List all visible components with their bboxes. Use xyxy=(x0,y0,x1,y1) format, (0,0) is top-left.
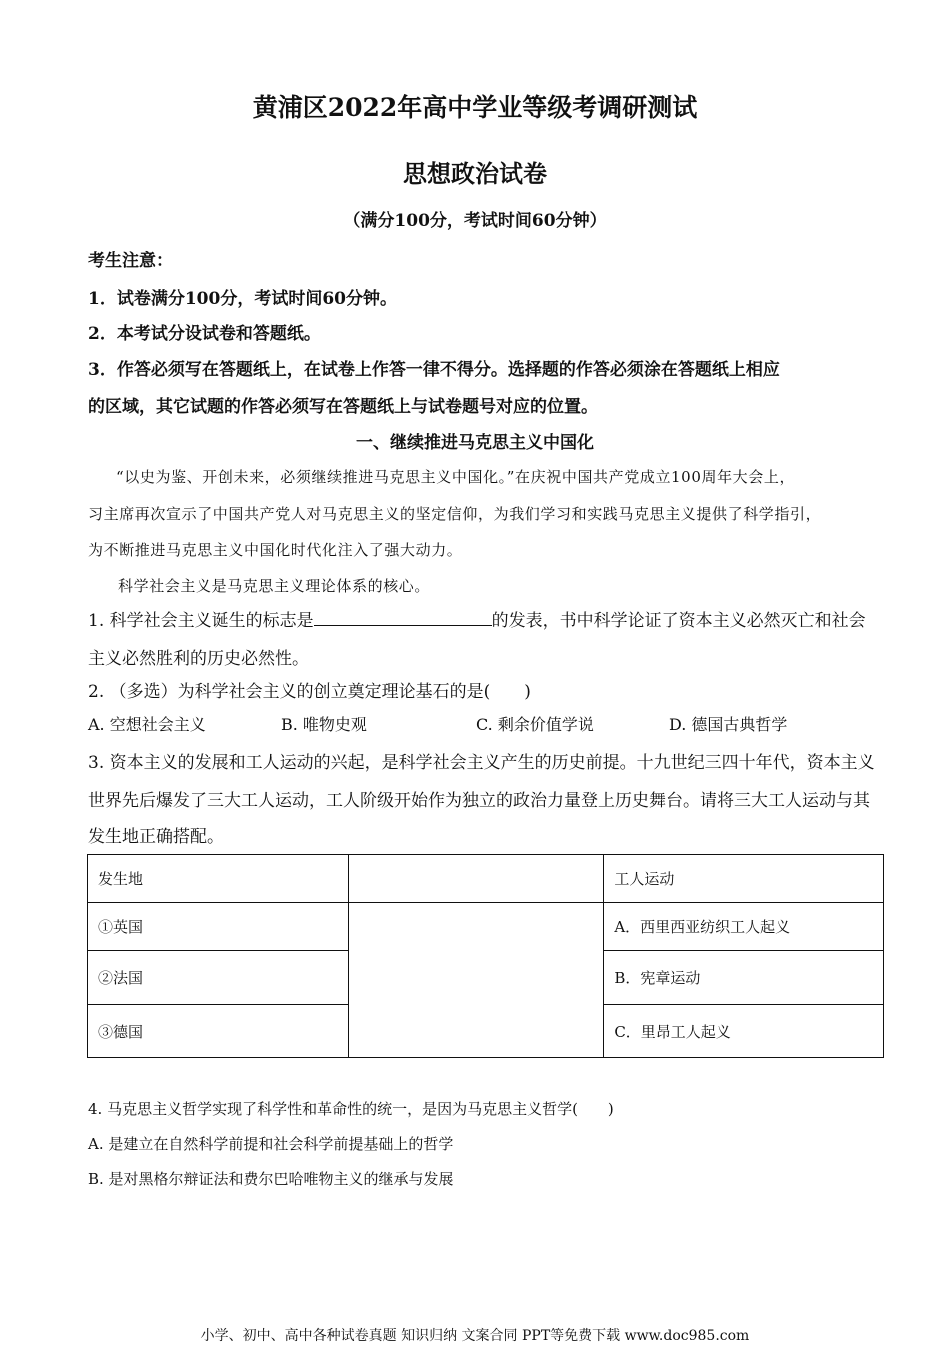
notice-item: 3．作答必须写在答题纸上，在试卷上作答一律不得分。选择题的作答必须涂在答题纸上相应 xyxy=(88,360,780,380)
notice-item: 2．本考试分设试卷和答题纸。 xyxy=(88,324,321,344)
notice-item: 的区域，其它试题的作答必须写在答题纸上与试卷题号对应的位置。 xyxy=(88,397,598,417)
exam-subtitle: 思想政治试卷 xyxy=(403,159,547,188)
question-2-stem: 2. （多选）为科学社会主义的创立奠定理论基石的是( ) xyxy=(88,682,531,702)
table-row xyxy=(88,903,884,951)
table-cell-movement: A．西里西亚纺织工人起义 xyxy=(604,903,884,951)
table-cell-movement: B．宪章运动 xyxy=(604,951,884,1005)
question-2-option-b[interactable]: B. 唯物史观 xyxy=(281,715,367,734)
exam-title: 黄浦区2022年高中学业等级考调研测试 xyxy=(252,93,698,122)
intro-paragraph: “以史为鉴、开创未来，必须继续推进马克思主义中国化。”在庆祝中国共产党成立100周年大会上， xyxy=(116,468,796,486)
question-1-suffix: 的发表，书中科学论证了资本主义必然灭亡和社会 xyxy=(491,611,866,631)
question-3-text: 世界先后爆发了三大工人运动，工人阶级开始作为独立的政治力量登上历史舞台。请将三大工人运动与其 xyxy=(88,791,870,811)
question-4-option-a[interactable]: A. 是建立在自然科学前提和社会科学前提基础上的哲学 xyxy=(88,1135,454,1153)
question-4-option-b[interactable]: B. 是对黑格尔辩证法和费尔巴哈唯物主义的继承与发展 xyxy=(88,1170,454,1188)
intro-paragraph: 习主席再次宣示了中国共产党人对马克思主义的坚定信仰，为我们学习和实践马克思主义提供了科学指引， xyxy=(88,505,822,523)
matching-table xyxy=(87,854,884,1058)
question-4-stem: 4. 马克思主义哲学实现了科学性和革命性的统一，是因为马克思主义哲学( ) xyxy=(88,1100,614,1118)
table-cell-place: ③德国 xyxy=(88,1005,349,1058)
section-title: 一、继续推进马克思主义中国化 xyxy=(356,433,594,453)
table-cell-place: ①英国 xyxy=(88,903,349,951)
table-header-movement: 工人运动 xyxy=(604,855,884,903)
intro-paragraph: 为不断推进马克思主义中国化时代化注入了强大动力。 xyxy=(88,541,463,559)
question-2-option-c[interactable]: C. 剩余价值学说 xyxy=(476,715,594,734)
table-cell-place: ②法国 xyxy=(88,951,349,1005)
exam-duration-note: （满分100分，考试时间60分钟） xyxy=(343,211,607,231)
table-answer-area[interactable] xyxy=(348,903,604,1058)
table-header-place: 发生地 xyxy=(88,855,349,903)
notice-item: 1．试卷满分100分，考试时间60分钟。 xyxy=(88,289,397,309)
question-1-line2: 主义必然胜利的历史必然性。 xyxy=(88,649,309,669)
table-header-empty xyxy=(348,855,604,903)
answer-blank[interactable] xyxy=(314,609,492,626)
table-cell-movement: C．里昂工人起义 xyxy=(604,1005,884,1058)
intro-paragraph: 科学社会主义是马克思主义理论体系的核心。 xyxy=(118,577,431,595)
question-1-prefix: 1. 科学社会主义诞生的标志是 xyxy=(88,611,314,631)
page-footer: 小学、初中、高中各种试卷真题 知识归纳 文案合同 PPT等免费下载 www.doc985.com xyxy=(200,1328,750,1344)
table-header-row xyxy=(88,855,884,903)
question-3-text: 3. 资本主义的发展和工人运动的兴起，是科学社会主义产生的历史前提。十九世纪三四十年代，资本主义 xyxy=(88,753,875,773)
notice-heading: 考生注意： xyxy=(88,251,173,271)
question-3-text: 发生地正确搭配。 xyxy=(88,827,224,847)
question-1 xyxy=(88,606,866,631)
question-2-option-d[interactable]: D. 德国古典哲学 xyxy=(669,715,788,734)
question-2-option-a[interactable]: A. 空想社会主义 xyxy=(88,715,206,734)
